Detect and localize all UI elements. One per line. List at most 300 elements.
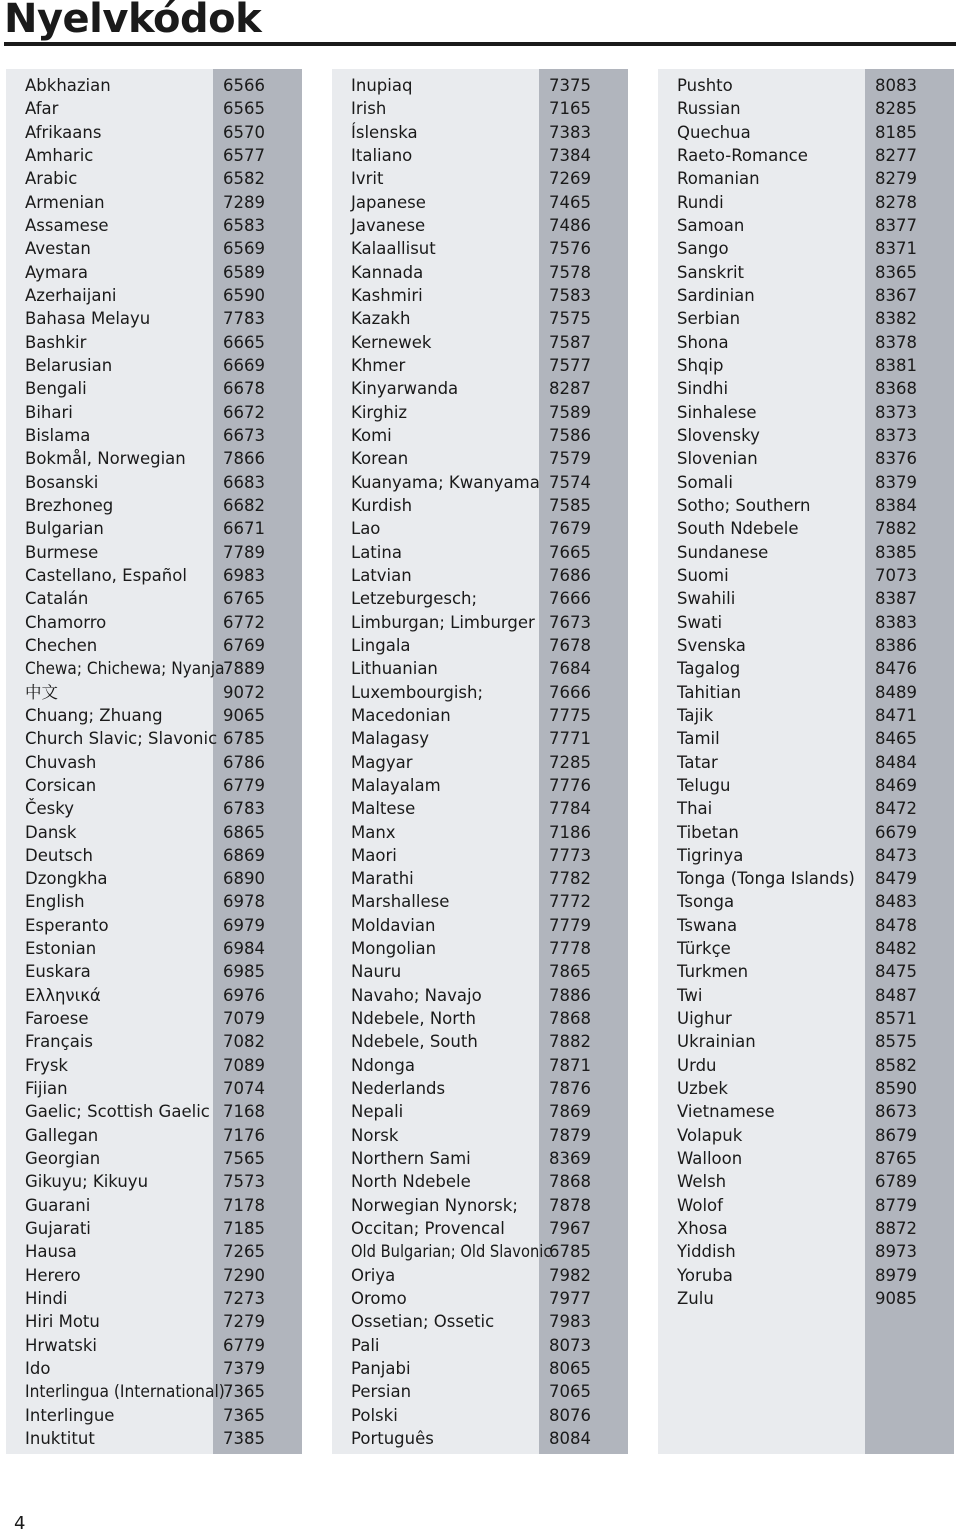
language-code: 6985: [223, 962, 265, 982]
language-name: Romanian: [677, 169, 760, 189]
language-row: [6, 447, 302, 470]
language-code: 8277: [875, 145, 917, 165]
language-name: Raeto-Romance: [677, 145, 808, 165]
language-code: 6583: [223, 215, 265, 235]
language-name: Limburgan; Limburger: [351, 612, 535, 632]
language-code: 8465: [875, 729, 917, 749]
language-row: [332, 447, 628, 470]
language-name: Italiano: [351, 145, 413, 165]
language-row: [658, 541, 954, 564]
language-code: 8487: [875, 985, 917, 1005]
language-name: Letzeburgesch;: [351, 589, 478, 609]
language-code: 6582: [223, 169, 265, 189]
language-row: [658, 821, 954, 844]
language-name: Ndebele, South: [351, 1032, 478, 1052]
language-row: [6, 261, 302, 284]
language-name: Navaho; Navajo: [351, 985, 482, 1005]
language-code: 6769: [223, 635, 265, 655]
language-row: [658, 1217, 954, 1240]
language-name: Kernewek: [351, 332, 432, 352]
language-row: [6, 144, 302, 167]
language-row: [658, 867, 954, 890]
language-code: 7771: [549, 729, 591, 749]
language-code: 7868: [549, 1009, 591, 1029]
language-name: Português: [351, 1429, 434, 1449]
language-row: [658, 1100, 954, 1123]
language-name: Aymara: [25, 262, 89, 282]
language-code: 7678: [549, 635, 591, 655]
language-name: Français: [25, 1032, 94, 1052]
language-code: 7586: [549, 425, 591, 445]
language-name: Slovensky: [677, 425, 760, 445]
language-row: [658, 471, 954, 494]
language-code: 6869: [223, 845, 265, 865]
language-name: Oriya: [351, 1265, 396, 1285]
language-name: Old Bulgarian; Old Slavonic: [351, 1242, 552, 1262]
language-row: [332, 914, 628, 937]
language-row: [332, 261, 628, 284]
language-name: Uzbek: [677, 1079, 728, 1099]
language-code: 7365: [223, 1405, 265, 1425]
language-code: 7168: [223, 1102, 265, 1122]
language-code: 6665: [223, 332, 265, 352]
language-name: Korean: [351, 449, 409, 469]
language-code: 8489: [875, 682, 917, 702]
language-row: [6, 1147, 302, 1170]
language-name: Kinyarwanda: [351, 379, 459, 399]
language-row: [332, 401, 628, 424]
language-code: 6779: [223, 1335, 265, 1355]
language-name: Ndonga: [351, 1055, 415, 1075]
language-row: [6, 564, 302, 587]
language-row: [332, 494, 628, 517]
title-divider: [4, 42, 956, 46]
language-code: 6890: [223, 869, 265, 889]
language-code: 7886: [549, 985, 591, 1005]
language-name: Bokmål, Norwegian: [25, 449, 186, 469]
language-code: 8377: [875, 215, 917, 235]
language-row: [658, 681, 954, 704]
language-code: 6577: [223, 145, 265, 165]
language-row: [332, 751, 628, 774]
language-code: 6589: [223, 262, 265, 282]
language-row: [332, 1030, 628, 1053]
language-row: [6, 1124, 302, 1147]
language-row: [658, 97, 954, 120]
language-row: [6, 121, 302, 144]
language-row: [332, 821, 628, 844]
language-row: [658, 564, 954, 587]
language-row: [6, 1100, 302, 1123]
language-code: 8367: [875, 285, 917, 305]
language-name: Samoan: [677, 215, 745, 235]
language-code: 8482: [875, 939, 917, 959]
language-code: 8376: [875, 449, 917, 469]
language-name: Armenian: [25, 192, 105, 212]
language-code: 8469: [875, 775, 917, 795]
language-row: [332, 1170, 628, 1193]
language-row: [6, 1217, 302, 1240]
language-row: [658, 284, 954, 307]
language-name: Occitan; Provencal: [351, 1219, 505, 1239]
language-code: 7089: [223, 1055, 265, 1075]
language-code: 8478: [875, 915, 917, 935]
language-name: Türkçe: [677, 939, 731, 959]
language-code: 8373: [875, 425, 917, 445]
language-row: [658, 424, 954, 447]
language-row: [6, 214, 302, 237]
language-row: [658, 1030, 954, 1053]
language-code: 8076: [549, 1405, 591, 1425]
language-row: [332, 97, 628, 120]
language-name: Sanskrit: [677, 262, 745, 282]
language-row: [332, 1147, 628, 1170]
language-code: 7983: [549, 1312, 591, 1332]
language-name: Interlingua (International): [25, 1382, 225, 1402]
language-name: Interlingue: [25, 1405, 115, 1425]
language-row: [6, 821, 302, 844]
language-row: [658, 1147, 954, 1170]
language-name: Kirghiz: [351, 402, 408, 422]
language-row: [332, 307, 628, 330]
language-row: [332, 774, 628, 797]
language-row: [658, 354, 954, 377]
language-code: 8279: [875, 169, 917, 189]
language-row: [332, 1380, 628, 1403]
language-code: 8473: [875, 845, 917, 865]
language-code: 6865: [223, 822, 265, 842]
language-row: [6, 587, 302, 610]
language-row: [658, 1077, 954, 1100]
language-code: 7977: [549, 1289, 591, 1309]
language-name: Estonian: [25, 939, 97, 959]
language-row: [6, 797, 302, 820]
language-code: 8590: [875, 1079, 917, 1099]
language-name: Yoruba: [677, 1265, 733, 1285]
language-name: Gaelic; Scottish Gaelic: [25, 1102, 210, 1122]
language-row: [332, 1240, 628, 1263]
language-code: 7773: [549, 845, 591, 865]
language-name: Herero: [25, 1265, 81, 1285]
language-name: Vietnamese: [677, 1102, 775, 1122]
language-row: [332, 1264, 628, 1287]
language-code: 7565: [223, 1149, 265, 1169]
language-row: [332, 867, 628, 890]
language-name: Tibetan: [677, 822, 739, 842]
language-code: 7869: [549, 1102, 591, 1122]
language-code: 7265: [223, 1242, 265, 1262]
language-name: Corsican: [25, 775, 97, 795]
language-code: 8083: [875, 76, 917, 95]
language-name: Church Slavic; Slavonic: [25, 729, 218, 749]
language-code: 7465: [549, 192, 591, 212]
language-name: Komi: [351, 425, 392, 445]
language-code: 7379: [223, 1359, 265, 1379]
language-name: Twi: [677, 985, 703, 1005]
language-row: [6, 377, 302, 400]
language-row: [6, 727, 302, 750]
language-code: 9065: [223, 705, 265, 725]
language-code: 8365: [875, 262, 917, 282]
language-code: 6682: [223, 495, 265, 515]
language-name: Sardinian: [677, 285, 755, 305]
language-row: [658, 587, 954, 610]
language-row: [658, 191, 954, 214]
language-row: [658, 1054, 954, 1077]
language-row: [6, 751, 302, 774]
language-code: 7579: [549, 449, 591, 469]
language-row: [6, 167, 302, 190]
language-code: 7686: [549, 565, 591, 585]
language-code: 6979: [223, 915, 265, 935]
language-name: Hrwatski: [25, 1335, 98, 1355]
language-code: 8575: [875, 1032, 917, 1052]
language-code: 7779: [549, 915, 591, 935]
language-name: Esperanto: [25, 915, 109, 935]
language-name: Manx: [351, 822, 396, 842]
language-code: 7587: [549, 332, 591, 352]
language-code: 7082: [223, 1032, 265, 1052]
language-row: [6, 774, 302, 797]
language-code: 8065: [549, 1359, 591, 1379]
language-name: Mongolian: [351, 939, 437, 959]
language-code: 7383: [549, 122, 591, 142]
language-row: [658, 1124, 954, 1147]
language-row: [6, 914, 302, 937]
language-code: 7866: [223, 449, 265, 469]
language-code: 7583: [549, 285, 591, 305]
language-code: 7666: [549, 682, 591, 702]
language-name: Sinhalese: [677, 402, 757, 422]
language-row: [332, 1334, 628, 1357]
language-name: Maltese: [351, 799, 416, 819]
language-column-2: [332, 69, 628, 1454]
language-row: [658, 657, 954, 680]
language-name: Bislama: [25, 425, 91, 445]
language-code: 7673: [549, 612, 591, 632]
language-name: Hausa: [25, 1242, 77, 1262]
language-name: Marshallese: [351, 892, 450, 912]
language-row: [332, 1077, 628, 1100]
language-name: Malayalam: [351, 775, 441, 795]
language-code: 8679: [875, 1125, 917, 1145]
language-name: Nauru: [351, 962, 402, 982]
language-row: [332, 564, 628, 587]
language-code: 7573: [223, 1172, 265, 1192]
language-name: Shqip: [677, 355, 724, 375]
language-code: 8084: [549, 1429, 591, 1449]
language-code: 7384: [549, 145, 591, 165]
language-row: [332, 587, 628, 610]
language-row: [6, 1427, 302, 1450]
language-code: 7684: [549, 659, 591, 679]
language-name: Bosanski: [25, 472, 99, 492]
language-row: [332, 541, 628, 564]
language-row: [6, 681, 302, 704]
language-code: 6783: [223, 799, 265, 819]
language-code: 8383: [875, 612, 917, 632]
language-name: Abkhazian: [25, 76, 111, 95]
language-row: [658, 844, 954, 867]
language-code: 7486: [549, 215, 591, 235]
language-code: 8571: [875, 1009, 917, 1029]
language-code: 7385: [223, 1429, 265, 1449]
language-row: [658, 634, 954, 657]
language-code: 7079: [223, 1009, 265, 1029]
language-code: 6772: [223, 612, 265, 632]
language-code: 6786: [223, 752, 265, 772]
language-code: 7577: [549, 355, 591, 375]
language-name: Pushto: [677, 76, 733, 95]
language-code: 7776: [549, 775, 591, 795]
language-row: [332, 471, 628, 494]
language-name: Brezhoneg: [25, 495, 114, 515]
language-code: 7778: [549, 939, 591, 959]
language-row: [658, 377, 954, 400]
language-code: 6983: [223, 565, 265, 585]
language-name: Ido: [25, 1359, 51, 1379]
language-name: Magyar: [351, 752, 413, 772]
language-name: Gallegan: [25, 1125, 99, 1145]
language-row: [332, 1007, 628, 1030]
language-row: [6, 611, 302, 634]
language-name: Shona: [677, 332, 729, 352]
language-code: 8872: [875, 1219, 917, 1239]
language-row: [332, 844, 628, 867]
language-code: 6679: [875, 822, 917, 842]
language-code: 8475: [875, 962, 917, 982]
language-row: [6, 960, 302, 983]
language-name: Zulu: [677, 1289, 714, 1309]
language-column-3: [658, 69, 954, 1454]
language-row: [332, 1310, 628, 1333]
language-name: Irish: [351, 99, 387, 119]
language-code: 7982: [549, 1265, 591, 1285]
language-code: 6673: [223, 425, 265, 445]
language-row: [658, 167, 954, 190]
language-row: [6, 1310, 302, 1333]
language-row: [6, 191, 302, 214]
language-row: [6, 284, 302, 307]
language-code: 8582: [875, 1055, 917, 1075]
language-row: [6, 704, 302, 727]
language-name: Nederlands: [351, 1079, 446, 1099]
language-row: [658, 727, 954, 750]
language-name: Chuang; Zhuang: [25, 705, 163, 725]
language-code: 6978: [223, 892, 265, 912]
language-code: 7589: [549, 402, 591, 422]
language-column-1: [6, 69, 302, 1454]
language-code: 7882: [549, 1032, 591, 1052]
language-name: Urdu: [677, 1055, 717, 1075]
language-name: Chechen: [25, 635, 98, 655]
language-name: Northern Sami: [351, 1149, 471, 1169]
language-name: Kannada: [351, 262, 424, 282]
language-code: 8973: [875, 1242, 917, 1262]
language-row: [332, 424, 628, 447]
language-name: Swati: [677, 612, 723, 632]
language-row: [332, 167, 628, 190]
language-row: [658, 914, 954, 937]
language-row: [658, 1240, 954, 1263]
language-name: Pali: [351, 1335, 380, 1355]
language-name: Hindi: [25, 1289, 68, 1309]
language-name: Bihari: [25, 402, 73, 422]
language-row: [658, 261, 954, 284]
language-code: 7185: [223, 1219, 265, 1239]
language-name: Assamese: [25, 215, 109, 235]
language-row: [332, 121, 628, 144]
language-name: Tigrinya: [677, 845, 744, 865]
language-row: [6, 1194, 302, 1217]
language-name: Quechua: [677, 122, 751, 142]
language-row: [332, 937, 628, 960]
language-code: 8479: [875, 869, 917, 889]
language-code: 7176: [223, 1125, 265, 1145]
language-code: 8073: [549, 1335, 591, 1355]
language-row: [658, 751, 954, 774]
language-name: Welsh: [677, 1172, 727, 1192]
language-code: 8369: [549, 1149, 591, 1169]
language-row: [6, 307, 302, 330]
language-row: [658, 1194, 954, 1217]
language-name: Nepali: [351, 1102, 404, 1122]
language-row: [658, 1170, 954, 1193]
language-code: 7679: [549, 519, 591, 539]
language-code: 7289: [223, 192, 265, 212]
language-row: [6, 1030, 302, 1053]
language-row: [332, 517, 628, 540]
language-row: [658, 121, 954, 144]
language-name: Uighur: [677, 1009, 732, 1029]
language-name: Serbian: [677, 309, 741, 329]
language-row: [658, 494, 954, 517]
language-code: 7575: [549, 309, 591, 329]
language-row: [332, 960, 628, 983]
language-name: Ukrainian: [677, 1032, 756, 1052]
language-code: 7178: [223, 1195, 265, 1215]
language-name: Slovenian: [677, 449, 758, 469]
language-name: Marathi: [351, 869, 414, 889]
language-name: South Ndebele: [677, 519, 799, 539]
language-row: [6, 634, 302, 657]
language-code: 7165: [549, 99, 591, 119]
language-row: [658, 74, 954, 97]
language-code: 8368: [875, 379, 917, 399]
language-row: [658, 401, 954, 424]
language-code: 6984: [223, 939, 265, 959]
language-name: Khmer: [351, 355, 406, 375]
language-row: [658, 1287, 954, 1310]
language-name: Fijian: [25, 1079, 68, 1099]
language-name: Inupiaq: [351, 76, 413, 95]
language-row: [332, 354, 628, 377]
language-code: 8382: [875, 309, 917, 329]
language-row: [658, 774, 954, 797]
language-row: [6, 494, 302, 517]
language-code: 6976: [223, 985, 265, 1005]
language-row: [6, 471, 302, 494]
language-code: 6671: [223, 519, 265, 539]
language-name: Ivrit: [351, 169, 384, 189]
language-code: 7290: [223, 1265, 265, 1285]
language-name: Bengali: [25, 379, 87, 399]
language-code: 7365: [223, 1382, 265, 1402]
language-row: [332, 1124, 628, 1147]
language-code: 7878: [549, 1195, 591, 1215]
language-row: [6, 1264, 302, 1287]
language-name: Malagasy: [351, 729, 429, 749]
